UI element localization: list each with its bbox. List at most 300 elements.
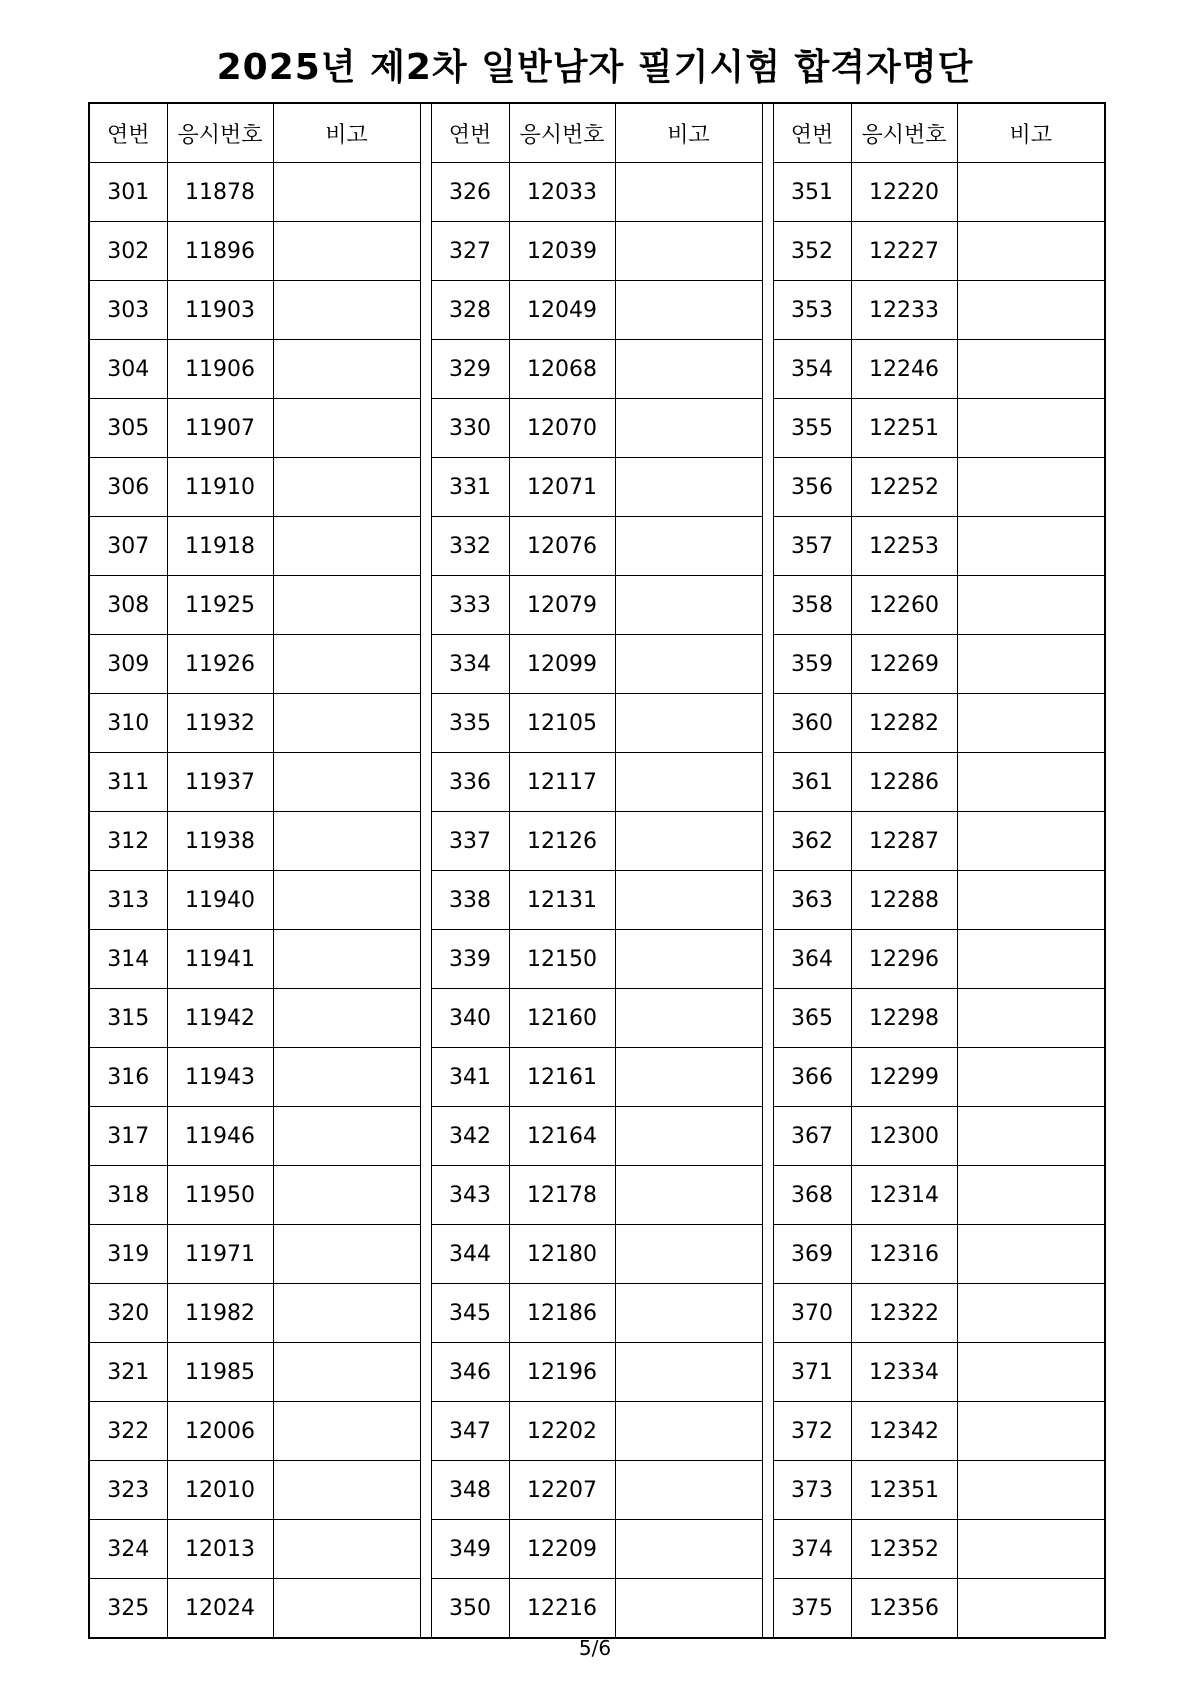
note-cell	[615, 163, 762, 222]
seq-cell: 344	[431, 1225, 509, 1284]
header-exam-no: 응시번호	[851, 103, 957, 163]
column-divider	[762, 871, 773, 930]
column-divider	[762, 281, 773, 340]
seq-cell: 324	[89, 1520, 167, 1579]
seq-cell: 305	[89, 399, 167, 458]
table-row	[89, 1402, 1105, 1461]
column-divider	[420, 812, 431, 871]
seq-cell: 363	[773, 871, 851, 930]
note-cell	[615, 1579, 762, 1639]
note-cell	[957, 635, 1105, 694]
seq-cell: 346	[431, 1343, 509, 1402]
seq-cell: 308	[89, 576, 167, 635]
column-divider	[420, 1402, 431, 1461]
exam-no-cell: 12076	[509, 517, 615, 576]
note-cell	[273, 989, 420, 1048]
seq-cell: 355	[773, 399, 851, 458]
exam-no-cell: 12352	[851, 1520, 957, 1579]
seq-cell: 347	[431, 1402, 509, 1461]
column-divider	[762, 1579, 773, 1639]
column-divider	[762, 103, 773, 163]
exam-no-cell: 11926	[167, 635, 273, 694]
table-row	[89, 222, 1105, 281]
header-note: 비고	[615, 103, 762, 163]
note-cell	[615, 930, 762, 989]
table-row	[89, 1284, 1105, 1343]
column-divider	[762, 1461, 773, 1520]
note-cell	[273, 1107, 420, 1166]
seq-cell: 311	[89, 753, 167, 812]
seq-cell: 353	[773, 281, 851, 340]
table-row	[89, 989, 1105, 1048]
note-cell	[273, 458, 420, 517]
exam-no-cell: 12227	[851, 222, 957, 281]
note-cell	[615, 1284, 762, 1343]
column-divider	[762, 1166, 773, 1225]
column-divider	[420, 635, 431, 694]
column-divider	[762, 1107, 773, 1166]
note-cell	[273, 1579, 420, 1639]
exam-no-cell: 12207	[509, 1461, 615, 1520]
column-divider	[762, 989, 773, 1048]
column-divider	[420, 694, 431, 753]
exam-no-cell: 12039	[509, 222, 615, 281]
column-divider	[762, 1284, 773, 1343]
exam-no-cell: 11910	[167, 458, 273, 517]
exam-no-cell: 11903	[167, 281, 273, 340]
column-divider	[420, 399, 431, 458]
column-divider	[762, 1225, 773, 1284]
exam-no-cell: 12220	[851, 163, 957, 222]
exam-no-cell: 11906	[167, 340, 273, 399]
note-cell	[957, 458, 1105, 517]
note-cell	[957, 1284, 1105, 1343]
exam-no-cell: 12013	[167, 1520, 273, 1579]
seq-cell: 365	[773, 989, 851, 1048]
note-cell	[957, 989, 1105, 1048]
exam-no-cell: 12049	[509, 281, 615, 340]
table-row	[89, 812, 1105, 871]
exam-no-cell: 12202	[509, 1402, 615, 1461]
seq-cell: 320	[89, 1284, 167, 1343]
exam-no-cell: 11938	[167, 812, 273, 871]
exam-no-cell: 12024	[167, 1579, 273, 1639]
header-note: 비고	[957, 103, 1105, 163]
seq-cell: 312	[89, 812, 167, 871]
column-divider	[420, 1520, 431, 1579]
seq-cell: 304	[89, 340, 167, 399]
column-divider	[762, 1048, 773, 1107]
seq-cell: 372	[773, 1402, 851, 1461]
note-cell	[273, 576, 420, 635]
column-divider	[420, 1048, 431, 1107]
seq-cell: 364	[773, 930, 851, 989]
table-row	[89, 576, 1105, 635]
exam-no-cell: 12117	[509, 753, 615, 812]
seq-cell: 325	[89, 1579, 167, 1639]
seq-cell: 326	[431, 163, 509, 222]
seq-cell: 331	[431, 458, 509, 517]
seq-cell: 310	[89, 694, 167, 753]
table-row	[89, 1225, 1105, 1284]
exam-no-cell: 11950	[167, 1166, 273, 1225]
seq-cell: 321	[89, 1343, 167, 1402]
seq-cell: 334	[431, 635, 509, 694]
exam-no-cell: 12216	[509, 1579, 615, 1639]
column-divider	[762, 458, 773, 517]
seq-cell: 329	[431, 340, 509, 399]
column-divider	[762, 517, 773, 576]
note-cell	[615, 1225, 762, 1284]
table-row	[89, 1579, 1105, 1639]
exam-no-cell: 12233	[851, 281, 957, 340]
exam-no-cell: 12286	[851, 753, 957, 812]
header-seq: 연번	[89, 103, 167, 163]
seq-cell: 356	[773, 458, 851, 517]
exam-no-cell: 12068	[509, 340, 615, 399]
note-cell	[957, 1343, 1105, 1402]
exam-no-cell: 11943	[167, 1048, 273, 1107]
seq-cell: 351	[773, 163, 851, 222]
note-cell	[273, 1225, 420, 1284]
column-divider	[762, 340, 773, 399]
exam-no-cell: 12314	[851, 1166, 957, 1225]
note-cell	[615, 812, 762, 871]
exam-no-cell: 12070	[509, 399, 615, 458]
table-row	[89, 281, 1105, 340]
note-cell	[615, 871, 762, 930]
table-row	[89, 399, 1105, 458]
note-cell	[615, 458, 762, 517]
header-row	[89, 103, 1105, 163]
seq-cell: 307	[89, 517, 167, 576]
exam-no-cell: 11918	[167, 517, 273, 576]
seq-cell: 339	[431, 930, 509, 989]
column-divider	[762, 753, 773, 812]
seq-cell: 327	[431, 222, 509, 281]
seq-cell: 374	[773, 1520, 851, 1579]
column-divider	[762, 812, 773, 871]
note-cell	[957, 871, 1105, 930]
seq-cell: 332	[431, 517, 509, 576]
exam-no-cell: 11907	[167, 399, 273, 458]
note-cell	[615, 281, 762, 340]
note-cell	[615, 1048, 762, 1107]
note-cell	[957, 1461, 1105, 1520]
note-cell	[957, 812, 1105, 871]
note-cell	[273, 1520, 420, 1579]
seq-cell: 362	[773, 812, 851, 871]
table-row	[89, 930, 1105, 989]
exam-no-cell: 12209	[509, 1520, 615, 1579]
note-cell	[957, 163, 1105, 222]
column-divider	[420, 340, 431, 399]
seq-cell: 373	[773, 1461, 851, 1520]
exam-no-cell: 12033	[509, 163, 615, 222]
seq-cell: 322	[89, 1402, 167, 1461]
note-cell	[273, 694, 420, 753]
exam-no-cell: 11925	[167, 576, 273, 635]
note-cell	[615, 1402, 762, 1461]
exam-no-cell: 11982	[167, 1284, 273, 1343]
exam-no-cell: 11896	[167, 222, 273, 281]
note-cell	[615, 1343, 762, 1402]
note-cell	[615, 1520, 762, 1579]
column-divider	[420, 163, 431, 222]
note-cell	[615, 1461, 762, 1520]
column-divider	[762, 930, 773, 989]
note-cell	[957, 517, 1105, 576]
seq-cell: 303	[89, 281, 167, 340]
column-divider	[762, 222, 773, 281]
column-divider	[420, 458, 431, 517]
table-row	[89, 871, 1105, 930]
note-cell	[957, 222, 1105, 281]
table-row	[89, 1166, 1105, 1225]
note-cell	[957, 576, 1105, 635]
header-exam-no: 응시번호	[167, 103, 273, 163]
seq-cell: 348	[431, 1461, 509, 1520]
exam-no-cell: 11985	[167, 1343, 273, 1402]
seq-cell: 328	[431, 281, 509, 340]
column-divider	[762, 635, 773, 694]
seq-cell: 370	[773, 1284, 851, 1343]
note-cell	[615, 222, 762, 281]
exam-no-cell: 11932	[167, 694, 273, 753]
seq-cell: 317	[89, 1107, 167, 1166]
note-cell	[957, 1579, 1105, 1639]
note-cell	[273, 399, 420, 458]
seq-cell: 302	[89, 222, 167, 281]
exam-no-cell: 12251	[851, 399, 957, 458]
exam-no-cell: 11941	[167, 930, 273, 989]
column-divider	[420, 1225, 431, 1284]
note-cell	[957, 340, 1105, 399]
note-cell	[957, 1166, 1105, 1225]
note-cell	[273, 281, 420, 340]
column-divider	[420, 222, 431, 281]
table-row	[89, 1107, 1105, 1166]
seq-cell: 366	[773, 1048, 851, 1107]
note-cell	[273, 635, 420, 694]
note-cell	[615, 340, 762, 399]
exam-no-cell: 12342	[851, 1402, 957, 1461]
exam-no-cell: 12164	[509, 1107, 615, 1166]
seq-cell: 368	[773, 1166, 851, 1225]
column-divider	[420, 576, 431, 635]
seq-cell: 371	[773, 1343, 851, 1402]
header-exam-no: 응시번호	[509, 103, 615, 163]
note-cell	[615, 694, 762, 753]
exam-no-cell: 12186	[509, 1284, 615, 1343]
seq-cell: 336	[431, 753, 509, 812]
seq-cell: 341	[431, 1048, 509, 1107]
exam-no-cell: 12253	[851, 517, 957, 576]
seq-cell: 345	[431, 1284, 509, 1343]
seq-cell: 357	[773, 517, 851, 576]
note-cell	[957, 694, 1105, 753]
note-cell	[615, 576, 762, 635]
column-divider	[762, 694, 773, 753]
table-row	[89, 1343, 1105, 1402]
seq-cell: 337	[431, 812, 509, 871]
column-divider	[420, 1166, 431, 1225]
exam-no-cell: 12180	[509, 1225, 615, 1284]
header-seq: 연번	[431, 103, 509, 163]
seq-cell: 361	[773, 753, 851, 812]
exam-no-cell: 12298	[851, 989, 957, 1048]
column-divider	[420, 1284, 431, 1343]
pass-list-table	[88, 102, 1106, 1639]
exam-no-cell: 12071	[509, 458, 615, 517]
note-cell	[957, 1402, 1105, 1461]
column-divider	[420, 871, 431, 930]
note-cell	[615, 635, 762, 694]
exam-no-cell: 11971	[167, 1225, 273, 1284]
exam-no-cell: 12105	[509, 694, 615, 753]
note-cell	[957, 1107, 1105, 1166]
note-cell	[273, 930, 420, 989]
note-cell	[615, 1107, 762, 1166]
seq-cell: 342	[431, 1107, 509, 1166]
exam-no-cell: 12299	[851, 1048, 957, 1107]
note-cell	[957, 399, 1105, 458]
note-cell	[615, 399, 762, 458]
column-divider	[762, 1343, 773, 1402]
exam-no-cell: 12006	[167, 1402, 273, 1461]
table-row	[89, 163, 1105, 222]
seq-cell: 323	[89, 1461, 167, 1520]
column-divider	[762, 163, 773, 222]
exam-no-cell: 12356	[851, 1579, 957, 1639]
seq-cell: 301	[89, 163, 167, 222]
exam-no-cell: 12196	[509, 1343, 615, 1402]
table-row	[89, 517, 1105, 576]
seq-cell: 330	[431, 399, 509, 458]
seq-cell: 359	[773, 635, 851, 694]
exam-no-cell: 12287	[851, 812, 957, 871]
exam-no-cell: 12160	[509, 989, 615, 1048]
note-cell	[273, 812, 420, 871]
seq-cell: 318	[89, 1166, 167, 1225]
seq-cell: 349	[431, 1520, 509, 1579]
exam-no-cell: 12178	[509, 1166, 615, 1225]
column-divider	[762, 399, 773, 458]
table-row	[89, 458, 1105, 517]
column-divider	[420, 1107, 431, 1166]
seq-cell: 340	[431, 989, 509, 1048]
exam-no-cell: 12296	[851, 930, 957, 989]
seq-cell: 369	[773, 1225, 851, 1284]
column-divider	[420, 989, 431, 1048]
seq-cell: 350	[431, 1579, 509, 1639]
seq-cell: 352	[773, 222, 851, 281]
seq-cell: 358	[773, 576, 851, 635]
seq-cell: 335	[431, 694, 509, 753]
table-row	[89, 753, 1105, 812]
seq-cell: 309	[89, 635, 167, 694]
note-cell	[957, 930, 1105, 989]
column-divider	[762, 1520, 773, 1579]
note-cell	[273, 1402, 420, 1461]
exam-no-cell: 12252	[851, 458, 957, 517]
note-cell	[615, 1166, 762, 1225]
exam-no-cell: 12099	[509, 635, 615, 694]
column-divider	[420, 281, 431, 340]
header-seq: 연번	[773, 103, 851, 163]
column-divider	[420, 103, 431, 163]
table-body	[89, 163, 1105, 1639]
seq-cell: 354	[773, 340, 851, 399]
exam-no-cell: 12282	[851, 694, 957, 753]
note-cell	[273, 1166, 420, 1225]
column-divider	[420, 1579, 431, 1639]
page-title: 2025년 제2차 일반남자 필기시험 합격자명단	[216, 47, 974, 88]
seq-cell: 314	[89, 930, 167, 989]
table-row	[89, 1520, 1105, 1579]
column-divider	[420, 753, 431, 812]
exam-no-cell: 11940	[167, 871, 273, 930]
seq-cell: 343	[431, 1166, 509, 1225]
seq-cell: 367	[773, 1107, 851, 1166]
exam-no-cell: 12079	[509, 576, 615, 635]
exam-no-cell: 11937	[167, 753, 273, 812]
note-cell	[273, 340, 420, 399]
note-cell	[615, 989, 762, 1048]
exam-no-cell: 12260	[851, 576, 957, 635]
note-cell	[615, 517, 762, 576]
table-row	[89, 1461, 1105, 1520]
note-cell	[273, 163, 420, 222]
note-cell	[273, 1284, 420, 1343]
note-cell	[957, 281, 1105, 340]
seq-cell: 306	[89, 458, 167, 517]
exam-no-cell: 12246	[851, 340, 957, 399]
note-cell	[957, 753, 1105, 812]
column-divider	[420, 930, 431, 989]
seq-cell: 319	[89, 1225, 167, 1284]
seq-cell: 316	[89, 1048, 167, 1107]
exam-no-cell: 11942	[167, 989, 273, 1048]
exam-no-cell: 12351	[851, 1461, 957, 1520]
table-row	[89, 1048, 1105, 1107]
exam-no-cell: 12288	[851, 871, 957, 930]
note-cell	[273, 1343, 420, 1402]
exam-no-cell: 12010	[167, 1461, 273, 1520]
exam-no-cell: 12269	[851, 635, 957, 694]
table-row	[89, 340, 1105, 399]
seq-cell: 360	[773, 694, 851, 753]
seq-cell: 338	[431, 871, 509, 930]
seq-cell: 315	[89, 989, 167, 1048]
seq-cell: 333	[431, 576, 509, 635]
note-cell	[273, 753, 420, 812]
exam-no-cell: 12161	[509, 1048, 615, 1107]
column-divider	[420, 517, 431, 576]
note-cell	[273, 1048, 420, 1107]
exam-no-cell: 12316	[851, 1225, 957, 1284]
column-divider	[762, 1402, 773, 1461]
exam-no-cell: 12334	[851, 1343, 957, 1402]
exam-no-cell: 12150	[509, 930, 615, 989]
note-cell	[957, 1520, 1105, 1579]
note-cell	[273, 517, 420, 576]
exam-no-cell: 12322	[851, 1284, 957, 1343]
header-note: 비고	[273, 103, 420, 163]
page-indicator: 5/6	[578, 1636, 612, 1660]
column-divider	[420, 1461, 431, 1520]
table-row	[89, 635, 1105, 694]
